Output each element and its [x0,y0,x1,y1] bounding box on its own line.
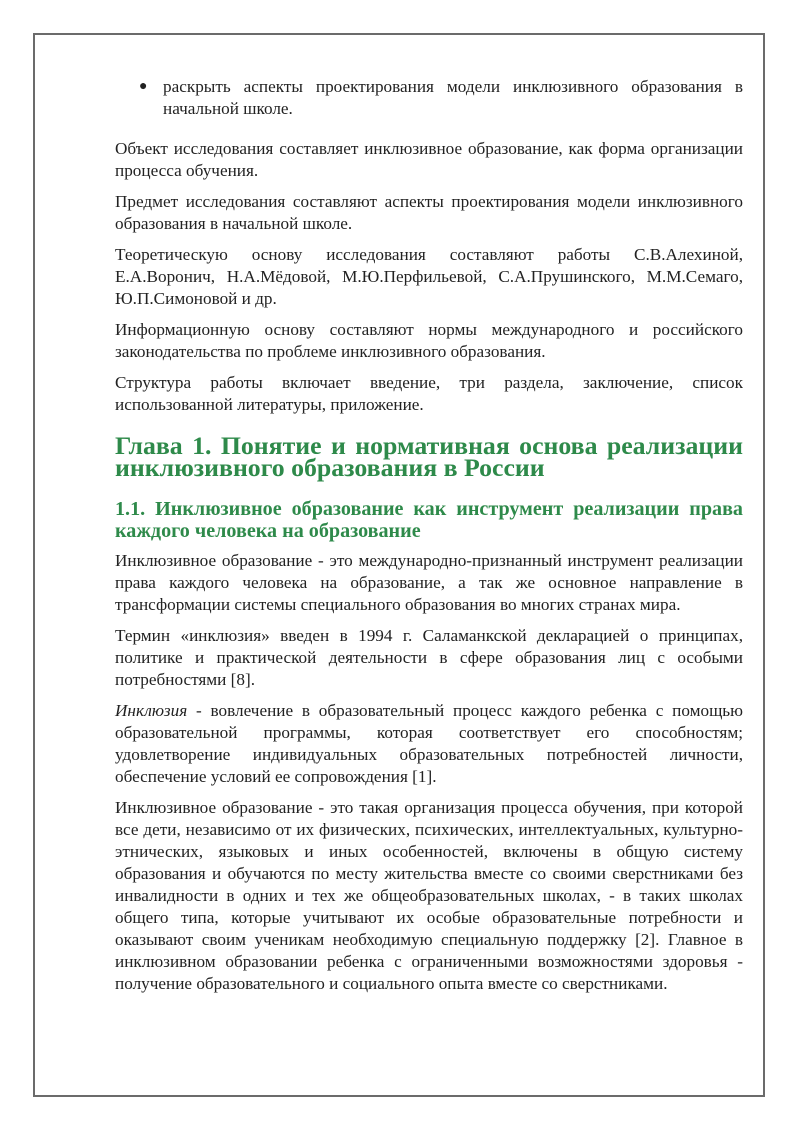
term-inclusion: Инклюзия [115,701,188,720]
section-heading: 1.1. Инклюзивное образование как инструмент реализации права каждого человека на образование [115,498,743,542]
chapter-heading: Глава 1. Понятие и нормативная основа реализации инклюзивного образования в России [115,431,743,482]
bullet-icon: ● [139,79,148,94]
paragraph-theory: Теоретическую основу исследования составляют работы С.В.Алехиной, Е.А.Воронич, Н.А.Мёдовой, М.Ю.Перфильевой, С.А.Прушинского, М.М.Семаго, Ю.П.Симоновой и др. [115,245,743,308]
paragraph-info-basis: Информационную основу составляют нормы международного и российского законодательства по проблеме инклюзивного образования. [115,320,743,361]
paragraph-inclusive-definition: Инклюзивное образование - это международно-признанный инструмент реализации права каждого человека на образование, а так же основное направление в трансформации системы специального образования во многих странах мира. [115,551,743,614]
paragraph-organization: Инклюзивное образование - это такая организация процесса обучения, при которой все дети, независимо от их физических, психических, интеллектуальных, культурно-этнических, языковых и иных особенностей, включены в общую систему образования и обучаются по месту жительства вместе со своими сверстниками без инвалидности в одних и тех же общеобразовательных школах, - в таких школах общего типа, которые учитывают их особые образовательные потребности и оказывают своим ученикам необходимую специальную поддержку [2]. Главное в инклюзивном образовании ребенка с ограниченными возможностями здоровья - получение образовательного и социального опыта вместе со сверстниками. [115,798,743,993]
paragraph-inclusion-term [115,700,743,788]
document-body [115,76,743,1004]
paragraph-subject: Предмет исследования составляют аспекты проектирования модели инклюзивного образования в начальной школе. [115,192,743,233]
paragraph-object: Объект исследования составляет инклюзивное образование, как форма организации процесса обучения. [115,139,743,180]
list-item [115,76,743,120]
bullet-text: раскрыть аспекты проектирования модели инклюзивного образования в начальной школе. [163,77,743,118]
paragraph-structure: Структура работы включает введение, три раздела, заключение, список использованной литературы, приложение. [115,373,743,414]
term-definition: - вовлечение в образовательный процесс каждого ребенка с помощью образовательной программы, которая соответствует его способностям; удовлетворение индивидуальных образовательных потребностей личности, обеспечение условий ее сопровождения [1]. [115,701,743,786]
paragraph-term-origin: Термин «инклюзия» введен в 1994 г. Саламанкской декларацией о принципах, политике и практической деятельности в сфере образования лиц с особыми потребностями [8]. [115,626,743,689]
bullet-list [115,76,743,120]
